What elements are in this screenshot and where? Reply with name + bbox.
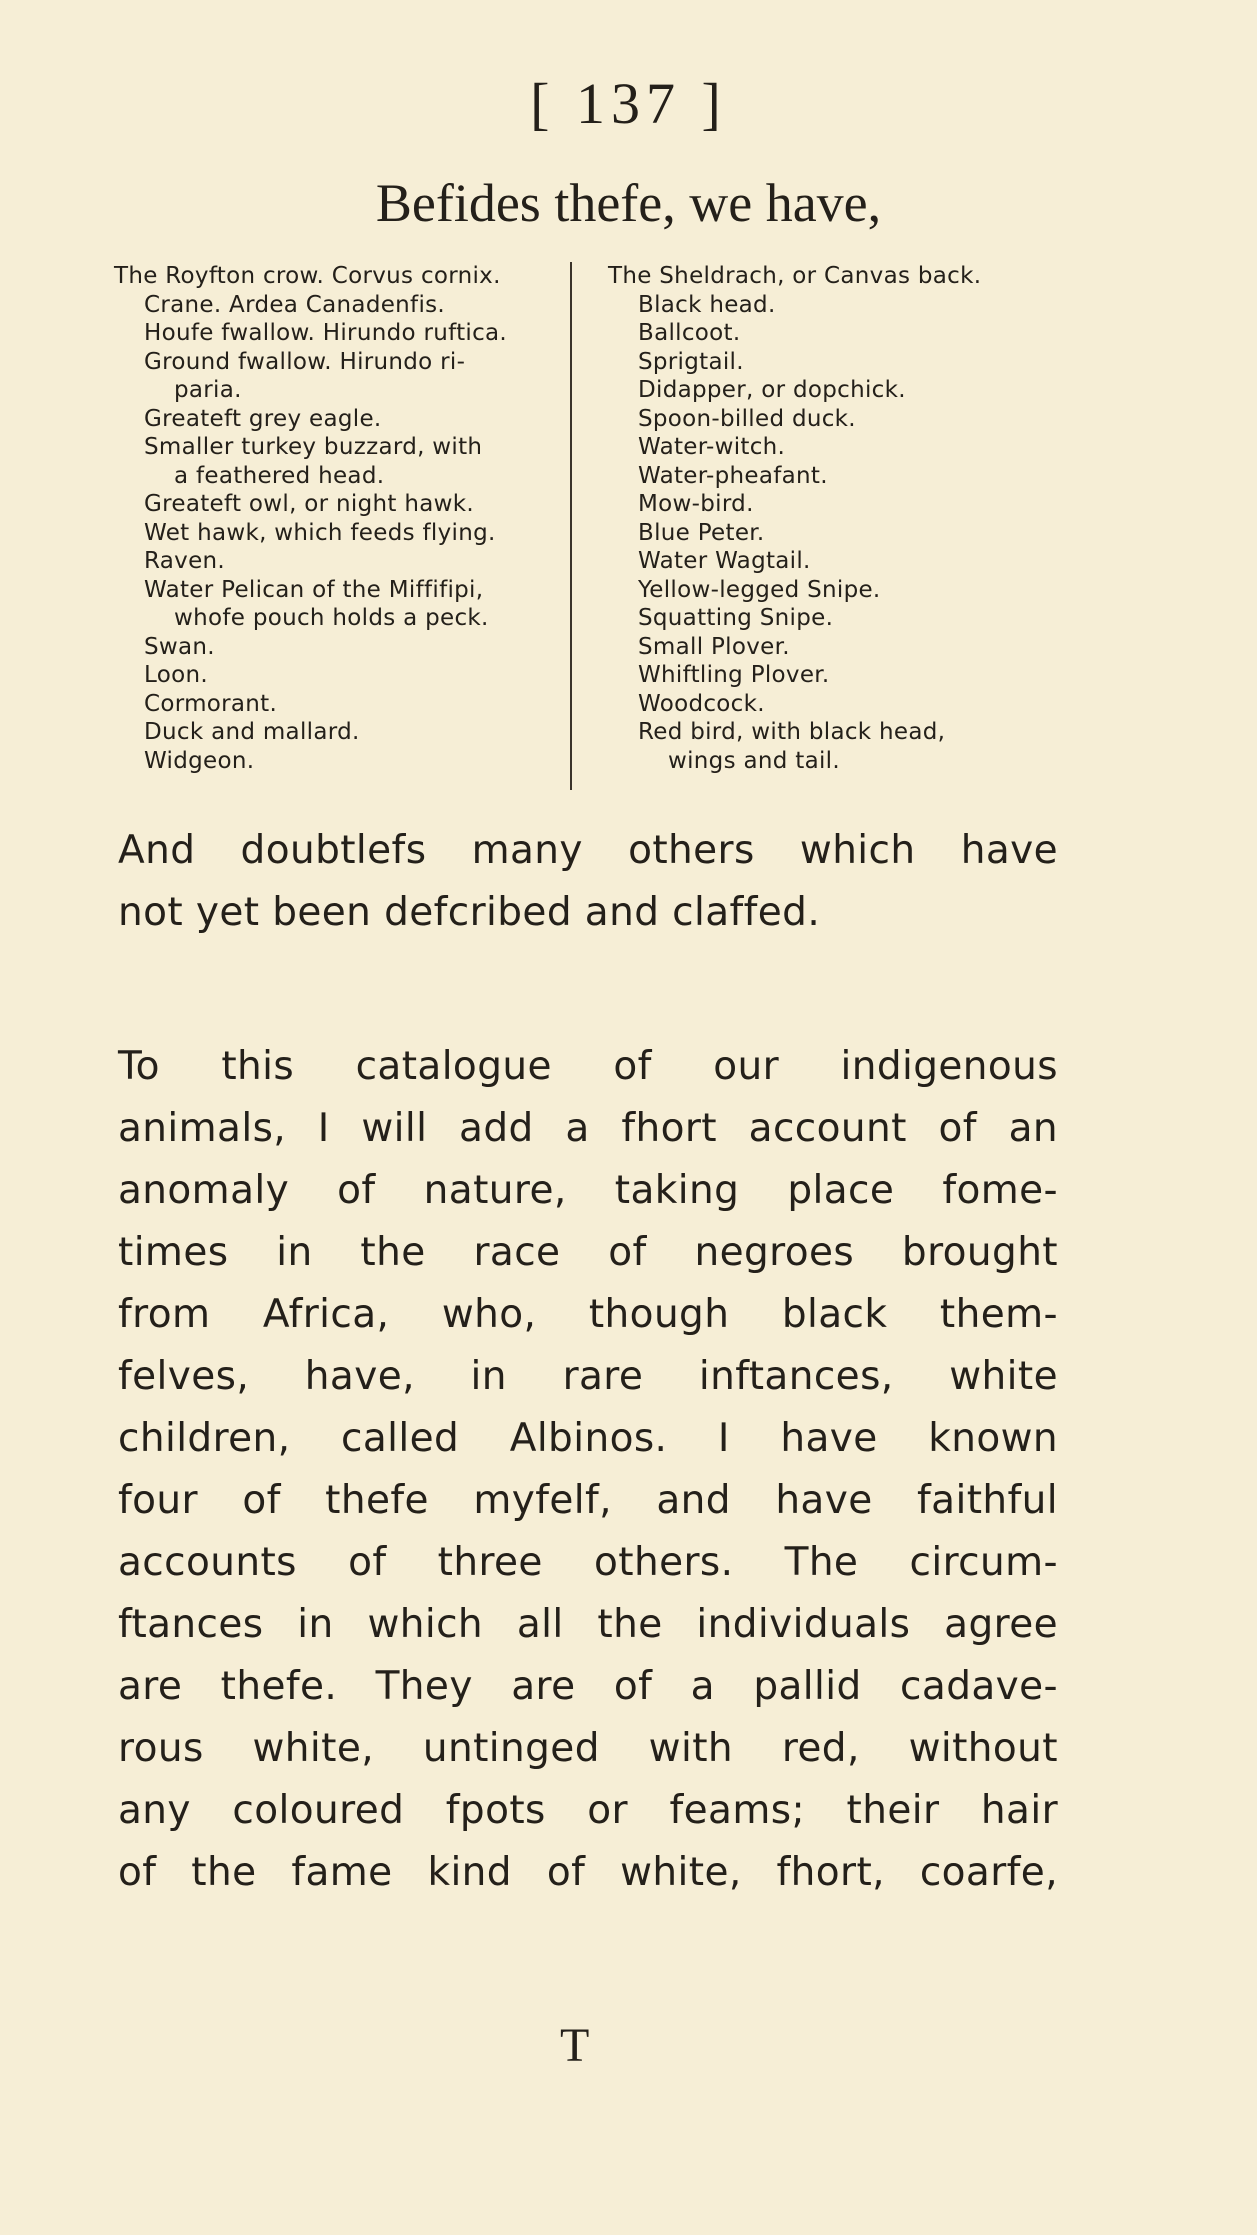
entry-text: Whiftling Plover. bbox=[638, 662, 830, 688]
text-line: not yet been defcribed and claffed. bbox=[118, 890, 821, 935]
entry-text: Widgeon. bbox=[144, 747, 255, 774]
entry-text: Mow-bird. bbox=[638, 491, 754, 517]
text-line: accounts of three others. The circum- bbox=[118, 1540, 1058, 1585]
list-entry bbox=[608, 291, 1063, 320]
text-line: of the fame kind of white, fhort, coarfe, bbox=[118, 1850, 1058, 1895]
entry-text: Cormorant. bbox=[144, 690, 278, 717]
entry-text: Black head. bbox=[638, 291, 776, 318]
list-entry bbox=[114, 319, 554, 348]
entry-text: Yellow-legged Snipe. bbox=[638, 576, 881, 603]
list-entry bbox=[608, 547, 1063, 576]
paragraph-albinos bbox=[118, 1036, 1058, 1904]
paragraph-closing-list bbox=[118, 820, 1058, 944]
list-entry bbox=[608, 433, 1063, 462]
entry-text: Crane. Ardea Canadenfis. bbox=[144, 291, 446, 318]
entry-text: Greateft grey eagle. bbox=[144, 405, 382, 432]
text-line: anomaly of nature, taking place fome- bbox=[118, 1168, 1058, 1213]
list-entry bbox=[608, 519, 1063, 548]
list-entry bbox=[114, 661, 554, 690]
text-line: children, called Albinos. I have known bbox=[118, 1416, 1058, 1461]
entry-text: The Sheldrach, or Canvas back. bbox=[608, 263, 982, 289]
entry-text: Houfe fwallow. Hirundo ruftica. bbox=[144, 320, 508, 346]
entry-text: Loon. bbox=[144, 662, 208, 688]
entry-text: Blue Peter. bbox=[638, 519, 765, 546]
entry-text: Duck and mallard. bbox=[144, 719, 360, 745]
text-line: And doubtlefs many others which have bbox=[118, 828, 1058, 873]
list-entry bbox=[608, 348, 1063, 377]
list-entry bbox=[608, 604, 1063, 633]
catchword: T bbox=[560, 2019, 590, 2072]
entry-text: Spoon-billed duck. bbox=[638, 405, 856, 432]
entry-continuation: wings and tail. bbox=[668, 747, 840, 774]
text-line: rous white, untinged with red, without bbox=[118, 1726, 1058, 1771]
page-number: [ 137 ] bbox=[530, 71, 727, 136]
list-entry bbox=[114, 576, 554, 633]
list-entry bbox=[114, 519, 554, 548]
text-line: any coloured fpots or feams; their hair bbox=[118, 1788, 1058, 1833]
text-line: To this catalogue of our indigenous bbox=[118, 1044, 1058, 1089]
text-line: from Africa, who, though black them- bbox=[118, 1292, 1058, 1337]
list-entry bbox=[114, 690, 554, 719]
entry-text: Red bird, with black head, bbox=[638, 719, 946, 745]
section-heading: Befides thefe, we have, bbox=[375, 173, 882, 233]
left-column-list bbox=[114, 262, 554, 775]
entry-continuation: whofe pouch holds a peck. bbox=[174, 605, 489, 631]
list-entry bbox=[608, 718, 1063, 775]
list-entry bbox=[608, 376, 1063, 405]
entry-text: Greateft owl, or night hawk. bbox=[144, 491, 474, 517]
right-column-list bbox=[608, 262, 1063, 775]
list-entry bbox=[114, 348, 554, 405]
entry-text: Water-pheafant. bbox=[638, 462, 828, 489]
text-line: are thefe. They are of a pallid cadave- bbox=[118, 1664, 1058, 1709]
list-entry bbox=[114, 433, 554, 490]
entry-text: Ballcoot. bbox=[638, 320, 741, 346]
entry-text: Water Wagtail. bbox=[638, 548, 811, 574]
entry-continuation: a feathered head. bbox=[174, 462, 385, 489]
entry-text: Wet hawk, which feeds flying. bbox=[144, 519, 496, 546]
list-entry bbox=[114, 262, 554, 291]
list-entry bbox=[608, 633, 1063, 662]
list-entry bbox=[608, 690, 1063, 719]
entry-text: Didapper, or dopchick. bbox=[638, 377, 906, 403]
list-entry bbox=[114, 490, 554, 519]
entry-continuation: paria. bbox=[174, 377, 242, 403]
entry-text: Water-witch. bbox=[638, 434, 786, 460]
list-entry bbox=[608, 262, 1063, 291]
entry-text: Squatting Snipe. bbox=[638, 605, 834, 631]
list-entry bbox=[114, 718, 554, 747]
list-entry bbox=[114, 405, 554, 434]
list-entry bbox=[608, 490, 1063, 519]
entry-text: Smaller turkey buzzard, with bbox=[144, 434, 483, 460]
list-entry bbox=[608, 405, 1063, 434]
entry-text: Sprigtail. bbox=[638, 348, 744, 375]
list-entry bbox=[114, 747, 554, 776]
text-line: times in the race of negroes brought bbox=[118, 1230, 1058, 1275]
column-divider bbox=[570, 262, 572, 790]
list-entry bbox=[114, 291, 554, 320]
entry-text: Small Plover. bbox=[638, 633, 790, 660]
list-entry bbox=[608, 576, 1063, 605]
text-line: four of thefe myfelf, and have faithful bbox=[118, 1478, 1058, 1523]
list-entry bbox=[608, 462, 1063, 491]
entry-text: Ground fwallow. Hirundo ri- bbox=[144, 348, 466, 375]
list-entry bbox=[608, 661, 1063, 690]
text-line: felves, have, in rare inftances, white bbox=[118, 1354, 1058, 1399]
entry-text: Raven. bbox=[144, 548, 226, 574]
entry-text: Swan. bbox=[144, 633, 215, 660]
text-line: ftances in which all the individuals agree bbox=[118, 1602, 1058, 1647]
list-entry bbox=[608, 319, 1063, 348]
entry-text: The Royfton crow. Corvus cornix. bbox=[114, 263, 501, 289]
list-entry bbox=[114, 633, 554, 662]
entry-text: Water Pelican of the Miffifipi, bbox=[144, 576, 484, 603]
list-entry bbox=[114, 547, 554, 576]
entry-text: Woodcock. bbox=[638, 690, 765, 717]
text-line: animals, I will add a fhort account of an bbox=[118, 1106, 1058, 1151]
